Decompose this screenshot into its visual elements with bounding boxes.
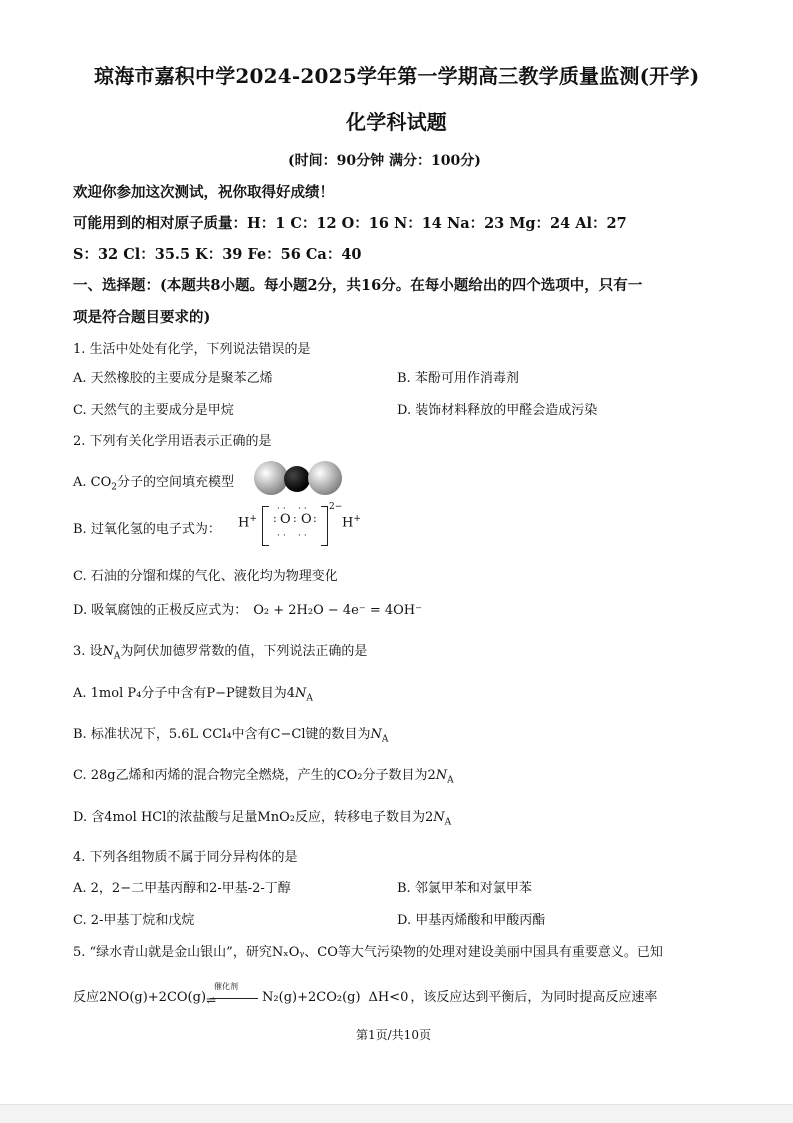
electron-dots-right: : — [313, 512, 317, 525]
right-bracket — [321, 506, 328, 546]
question-3-option-b: B. 标准状况下，5.6L CCl₄中含有C−Cl键的数目为$N_A$ — [73, 727, 389, 745]
catalyst-label: 催化剂 — [214, 981, 239, 991]
h2o2-electron-formula — [238, 502, 368, 548]
electron-dots-top-2: ·· — [298, 504, 310, 514]
electron-dots-left: : — [273, 512, 277, 525]
oxygen-atom-right — [308, 461, 342, 495]
question-2-option-a: A. $CO_2$分子的空间填充模型 — [73, 475, 235, 493]
oxygen-2: O — [301, 512, 312, 527]
question-1-option-a: A. 天然橡胶的主要成分是聚苯乙烯 — [73, 371, 273, 386]
exam-title: 琼海市嘉积中学2024-2025学年第一学期高三教学质量监测(开学) — [94, 64, 700, 88]
question-2-stem: 2. 下列有关化学用语表示正确的是 — [73, 434, 272, 449]
question-3-option-d: D. 含4mol HCl的浓盐酸与足量MnO₂反应，转移电子数目为$2N_A$ — [73, 810, 452, 828]
exam-subject-title: 化学科试题 — [346, 110, 447, 134]
electron-dots-top-1: ·· — [277, 504, 289, 514]
question-1-stem: 1. 生活中处处有化学，下列说法错误的是 — [73, 342, 311, 357]
hydrogen-right: H+ — [342, 514, 361, 531]
section-heading-line2: 项是符合题目要求的) — [73, 309, 211, 326]
question-4-option-b: B. 邻氯甲苯和对氯甲苯 — [397, 881, 532, 896]
electron-dots-bottom-1: ·· — [277, 531, 289, 541]
oxygen-atom-left — [254, 461, 288, 495]
electron-dots-bottom-2: ·· — [298, 531, 310, 541]
question-3-option-a: A. 1mol P₄分子中含有P−P键数目为$4N_A$ — [73, 686, 313, 704]
question-2-option-c: C. 石油的分馏和煤的气化、液化均为物理变化 — [73, 569, 338, 584]
bottom-scrollbar-area — [0, 1104, 793, 1123]
charge-label: 2− — [329, 502, 343, 512]
welcome-text: 欢迎你参加这次测试，祝你取得好成绩！ — [73, 184, 334, 201]
question-5-line1: 5. “绿水青山就是金山银山”，研究NₓOᵧ、CO等大气污染物的处理对建设美丽中国具有重要意义。已知 — [73, 945, 663, 960]
arrow-glyph: ⇌ — [206, 992, 217, 1007]
question-3-stem: 3. 设$N_A$为阿伏加德罗常数的值，下列说法正确的是 — [73, 644, 368, 662]
oxygen-1: O — [280, 512, 291, 527]
question-1-option-d: D. 装饰材料释放的甲醛会造成污染 — [397, 403, 598, 418]
question-5-line2: 反应2NO(g)+2CO(g) 催化剂 ⇌ N₂(g)+2CO₂(g) ΔH<0 ，该反应达到平衡后，为同时提高反应速率 — [73, 981, 658, 1007]
electron-dots-middle: : — [293, 512, 297, 525]
question-4-option-a: A. 2，2−二甲基丙醇和2-甲基-2-丁醇 — [73, 881, 291, 896]
co2-space-filling-model — [254, 460, 346, 496]
time-info: (时间：90分钟 满分：100分) — [288, 153, 481, 169]
question-4-option-c: C. 2-甲基丁烷和戊烷 — [73, 913, 195, 928]
question-2-option-b: B. 过氧化氢的电子式为： — [73, 522, 221, 537]
carbon-atom — [284, 466, 310, 492]
question-1-option-b: B. 苯酚可用作消毒剂 — [397, 371, 519, 386]
question-3-option-c: C. 28g乙烯和丙烯的混合物完全燃烧，产生的CO₂分子数目为$2N_A$ — [73, 768, 454, 786]
question-1-option-c: C. 天然气的主要成分是甲烷 — [73, 403, 234, 418]
section-heading-line1: 一、选择题：(本题共8小题。每小题2分，共16分。在每小题给出的四个选项中，只有一 — [73, 277, 643, 294]
question-4-option-d: D. 甲基丙烯酸和甲酸丙酯 — [397, 913, 546, 928]
question-4-stem: 4. 下列各组物质不属于同分异构体的是 — [73, 850, 298, 865]
question-2-option-d: D. 吸氧腐蚀的正极反应式为： O₂ + 2H₂O − 4e⁻ = 4OH⁻ — [73, 603, 423, 618]
hydrogen-left: H+ — [238, 514, 257, 531]
arrow-line — [210, 998, 258, 999]
atomic-masses-line2: S：32 Cl：35.5 K：39 Fe：56 Ca：40 — [73, 246, 362, 263]
equilibrium-arrow — [206, 981, 262, 1007]
left-bracket — [262, 506, 269, 546]
atomic-masses-line1: 可能用到的相对原子质量：H：1 C：12 O：16 N：14 Na：23 Mg：24 Al：27 — [73, 215, 627, 232]
page-number: 第1页/共10页 — [356, 1028, 431, 1042]
